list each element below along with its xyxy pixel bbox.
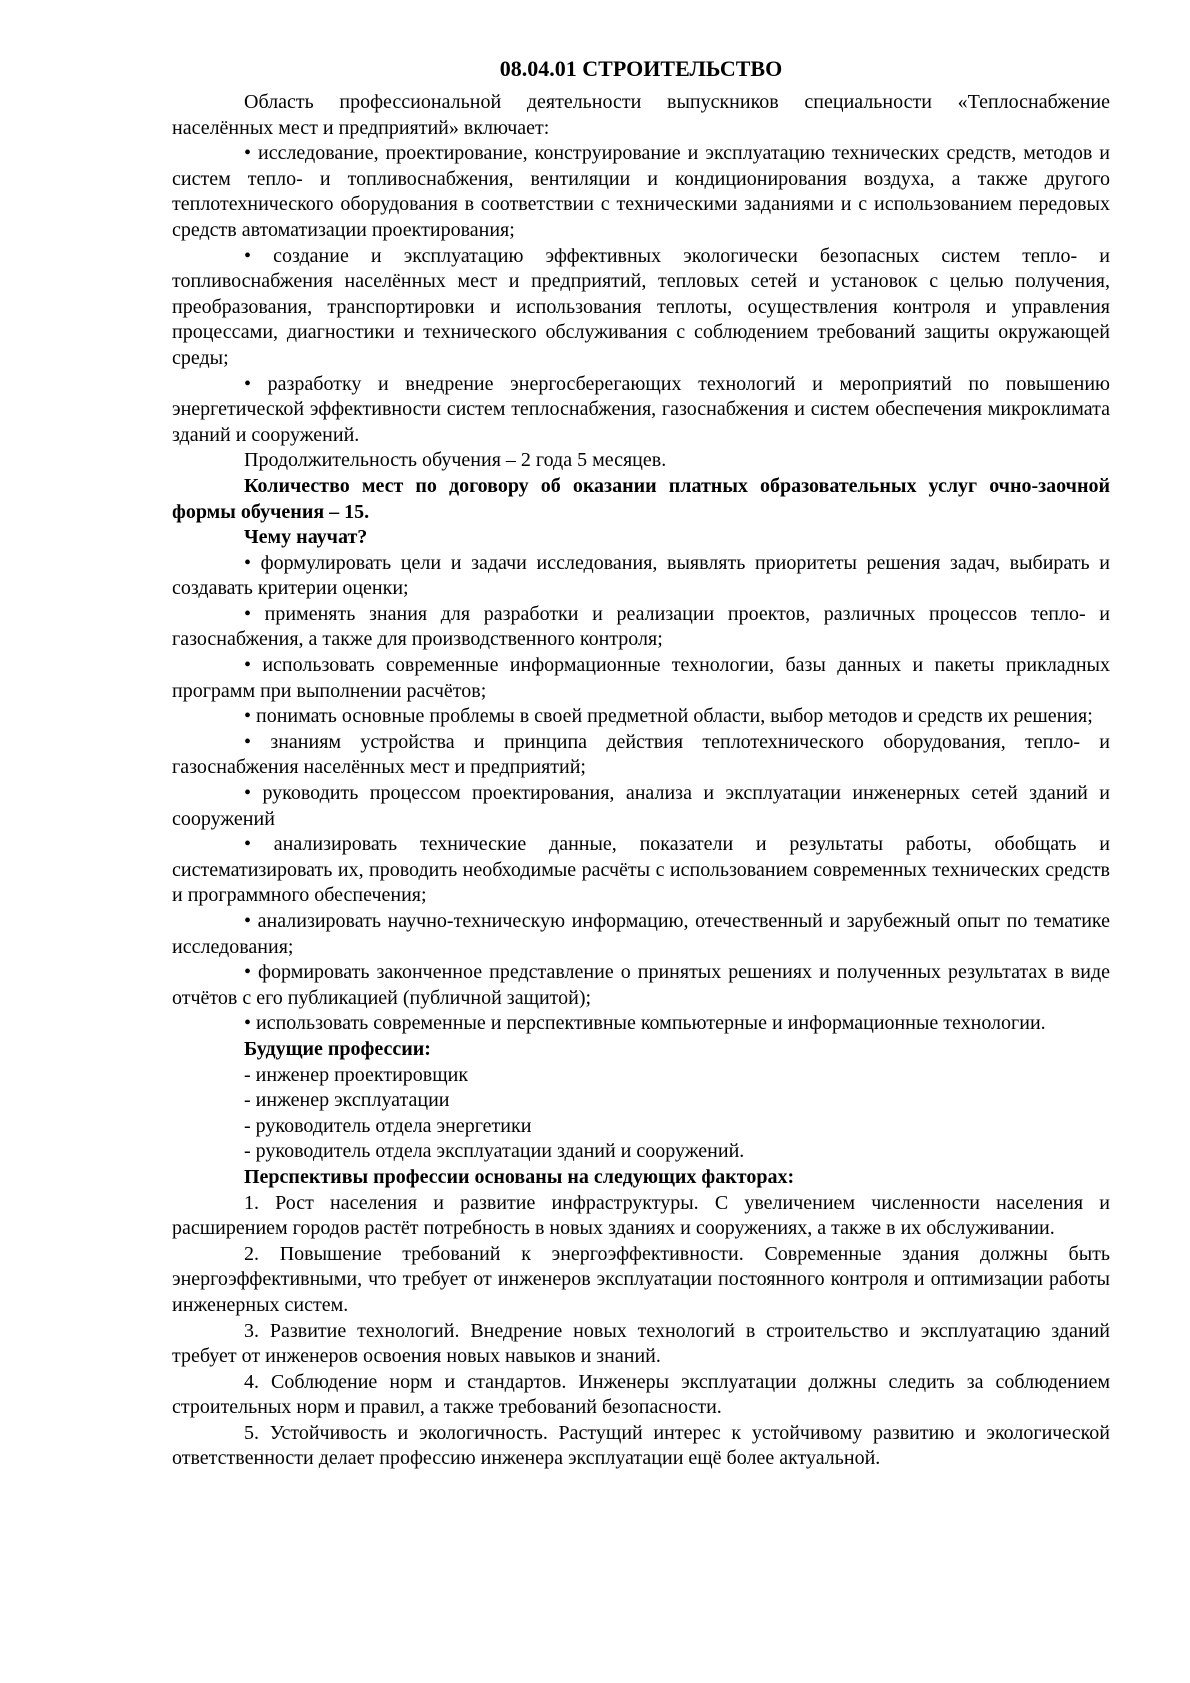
profession-item: - руководитель отдела энергетики bbox=[244, 1114, 532, 1137]
learn-item: • формировать законченное представление о принятых решениях и полученных результатах в виде отчётов с его публикацией (публичной защитой); bbox=[172, 961, 1110, 1009]
profession-item: - руководитель отдела эксплуатации зданий и сооружений. bbox=[244, 1140, 745, 1163]
learn-item: • использовать современные информационные технологии, базы данных и пакеты прикладных программ при выполнении расчётов; bbox=[172, 654, 1110, 702]
places-paragraph: Количество мест по договору об оказании платных образовательных услуг очно-заочной формы обучения – 15. bbox=[172, 474, 1110, 523]
learn-item: • руководить процессом проектирования, анализа и эксплуатации инженерных сетей зданий и сооружений bbox=[172, 782, 1110, 830]
learn-heading: Чему научат? bbox=[244, 526, 368, 549]
professions-heading: Будущие профессии: bbox=[244, 1037, 431, 1060]
learn-item: • применять знания для разработки и реализации проектов, различных процессов тепло- и газоснабжения, а также для производственного контроля; bbox=[172, 602, 1110, 651]
intro-paragraph: Область профессиональной деятельности выпускников специальности «Теплоснабжение населённых мест и предприятий» включает: bbox=[172, 91, 1110, 139]
document-page bbox=[172, 56, 1110, 1472]
scope-item: • разработку и внедрение энергосберегающих технологий и мероприятий по повышению энергетической эффективности систем теплоснабжения, газоснабжения и систем обеспечения микроклимата зданий и сооружений. bbox=[172, 372, 1110, 446]
learn-item: • формулировать цели и задачи исследования, выявлять приоритеты решения задач, выбирать и создавать критерии оценки; bbox=[172, 551, 1110, 600]
scope-item: • создание и эксплуатацию эффективных экологически безопасных систем тепло- и топливоснабжения населённых мест и предприятий, тепловых сетей и установок с целью получения, преобразования, транспортировки и использования теплоты, осуществления контроля и управления процессами, диагностики и технического обслуживания с соблюдением требований защиты окружающей среды; bbox=[172, 244, 1110, 369]
scope-item: • исследование, проектирование, конструирование и эксплуатацию технических средств, методов и систем тепло- и топливоснабжения, вентиляции и кондиционирования воздуха, а также другого теплотехнического оборудования в соответствии с техническими заданиями и с использованием передовых средств автоматизации проектирования; bbox=[172, 142, 1110, 241]
learn-item: • анализировать научно-техническую информацию, отечественный и зарубежный опыт по тематике исследования; bbox=[172, 910, 1110, 958]
learn-item: • анализировать технические данные, показатели и результаты работы, обобщать и систематизировать их, проводить необходимые расчёты с использованием современных технических средств и программного обеспечения; bbox=[172, 833, 1110, 907]
profession-item: - инженер проектировщик bbox=[244, 1063, 469, 1086]
learn-item: • использовать современные и перспективные компьютерные и информационные технологии. bbox=[244, 1012, 1046, 1035]
learn-item: • понимать основные проблемы в своей предметной области, выбор методов и средств их решения; bbox=[244, 705, 1093, 728]
outlook-item: 1. Рост населения и развитие инфраструктуры. С увеличением численности населения и расширением городов растёт потребность в новых зданиях и сооружениях, а также в их обслуживании. bbox=[172, 1191, 1110, 1240]
outlook-heading: Перспективы профессии основаны на следующих факторах: bbox=[244, 1165, 795, 1188]
duration-paragraph: Продолжительность обучения – 2 года 5 месяцев. bbox=[244, 449, 667, 472]
outlook-item: 5. Устойчивость и экологичность. Растущий интерес к устойчивому развитию и экологической ответственности делает профессию инженера эксплуатации ещё более актуальной. bbox=[172, 1421, 1110, 1470]
outlook-item: 4. Соблюдение норм и стандартов. Инженеры эксплуатации должны следить за соблюдением строительных норм и правил, а также требований безопасности. bbox=[172, 1370, 1110, 1419]
profession-item: - инженер эксплуатации bbox=[244, 1089, 450, 1112]
outlook-item: 2. Повышение требований к энергоэффективности. Современные здания должны быть энергоэффективными, что требует от инженеров эксплуатации постоянного контроля и оптимизации работы инженерных систем. bbox=[172, 1242, 1110, 1316]
page-title: 08.04.01 СТРОИТЕЛЬСТВО bbox=[499, 56, 783, 81]
outlook-item: 3. Развитие технологий. Внедрение новых технологий в строительство и эксплуатацию зданий требует от инженеров освоения новых навыков и знаний. bbox=[172, 1319, 1110, 1368]
learn-item: • знаниям устройства и принципа действия теплотехнического оборудования, тепло- и газоснабжения населённых мест и предприятий; bbox=[172, 730, 1110, 779]
